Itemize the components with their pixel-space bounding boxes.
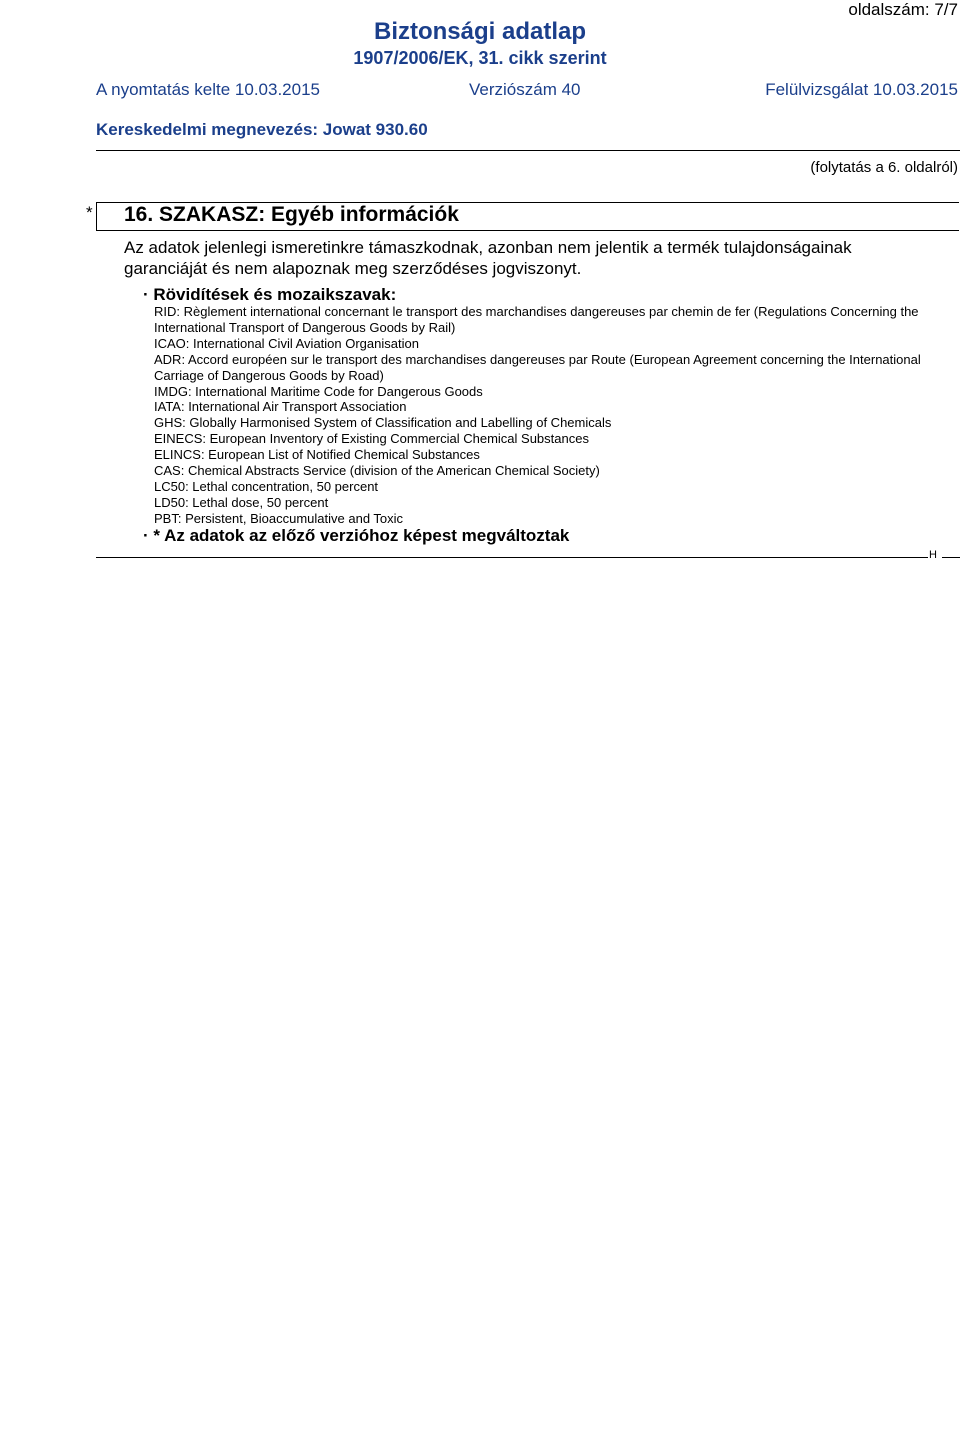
page-number: oldalszám: 7/7 [848,0,958,19]
abbreviation-item: LC50: Lethal concentration, 50 percent [154,478,379,494]
section-intro [124,237,924,279]
abbreviation-item: IATA: International Air Transport Association [154,399,407,415]
header-divider [96,150,960,151]
footer-divider [96,557,928,558]
abbreviation-item: ADR: Accord européen sur le transport des marchandises dangereuses par Route (European Agreement concerning the International Carriage of Dangerous Goods by Road) [154,351,921,383]
abbreviation-item: IMDG: International Maritime Code for Dangerous Goods [154,383,483,399]
print-date: A nyomtatás kelte 10.03.2015 [96,80,320,99]
changes-note: · * Az adatok az előző verzióhoz képest megváltoztak [143,526,570,545]
abbreviation-item: LD50: Lethal dose, 50 percent [154,494,329,510]
abbreviation-item: EINECS: European Inventory of Existing Commercial Chemical Substances [154,431,589,447]
abbreviation-item: GHS: Globally Harmonised System of Classification and Labelling of Chemicals [154,415,612,431]
continued-from-note: (folytatás a 6. oldalról) [810,159,958,176]
abbreviation-item: CAS: Chemical Abstracts Service (division of the American Chemical Society) [154,463,600,479]
footer-divider-end [942,557,960,558]
trade-name: Kereskedelmi megnevezés: Jowat 930.60 [96,120,428,139]
abbreviation-item: PBT: Persistent, Bioaccumulative and Toxic [154,510,404,526]
intro-line: garanciáját és nem alapoznak meg szerződéses jogviszonyt. [124,259,582,278]
version-number: Verziószám 40 [469,80,581,99]
revision-date: Felülvizsgálat 10.03.2015 [765,80,958,99]
intro-line: Az adatok jelenlegi ismeretinkre támaszkodnak, azonban nem jelentik a termék tulajdonságainak [124,238,852,257]
document-title: Biztonsági adatlap [373,18,587,45]
abbreviation-item: ICAO: International Civil Aviation Organisation [154,335,419,351]
document-subtitle: 1907/2006/EK, 31. cikk szerint [353,48,607,68]
language-code: H [929,549,937,561]
abbreviation-item: ELINCS: European List of Notified Chemical Substances [154,447,480,463]
section-title: 16. SZAKASZ: Egyéb információk [124,203,459,226]
abbreviations-heading: · Rövidítések és mozaikszavak: [143,285,397,304]
changed-marker: * [86,203,93,222]
abbreviation-item: RID: Règlement international concernant le transport des marchandises dangereuses par chemin de fer (Regulations Concerning the International Transport of Dangerous Goods by Rail) [154,304,919,335]
abbreviations-list [154,304,944,527]
